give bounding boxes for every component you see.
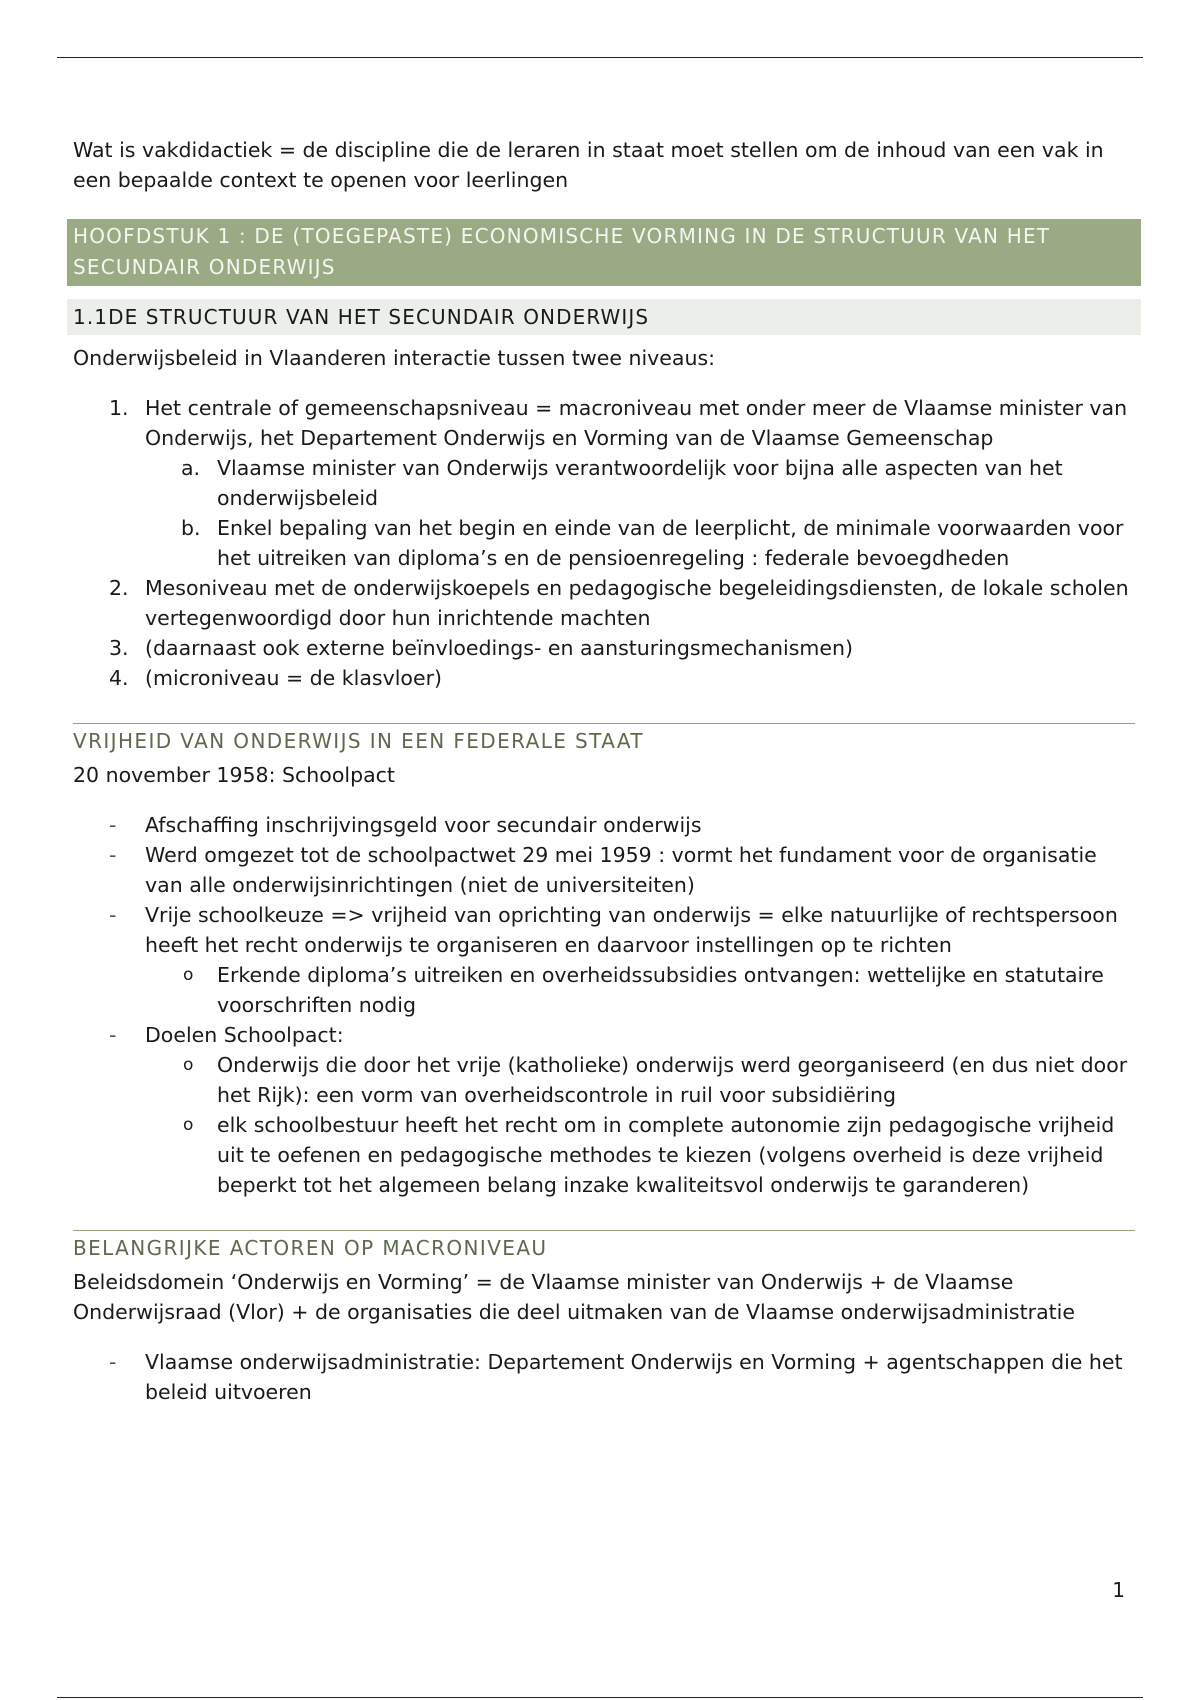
bullet-text: Vlaamse onderwijsadministratie: Departement Onderwijs en Vorming + agentschappen die het beleid uitvoeren [145, 1350, 1123, 1404]
sub-list-item [73, 453, 1135, 513]
sub-list-item [73, 513, 1135, 573]
sub-bullet-item [73, 960, 1135, 1020]
list-item [73, 573, 1135, 633]
actors-bullets [73, 1347, 1135, 1407]
list-marker: 2. [109, 576, 129, 600]
circle-bullet-marker: o [183, 1115, 194, 1135]
list-item-text: (daarnaast ook externe beïnvloedings- en aansturingsmechanismen) [145, 636, 853, 660]
bullet-text: Erkende diploma’s uitreiken en overheidssubsidies ontvangen: wettelijke en statutaire voorschriften nodig [217, 963, 1104, 1017]
bullet-item [73, 1020, 1135, 1050]
bullet-text: elk schoolbestuur heeft het recht om in complete autonomie zijn pedagogische vrijheid uit te oefenen en pedagogische methodes te kiezen (volgens overheid is deze vrijheid beperkt tot het algemeen belang inzake kwaliteitsvol onderwijs te garanderen) [217, 1113, 1115, 1197]
circle-bullet-marker: o [183, 965, 194, 985]
sub-bullet-item [73, 1110, 1135, 1200]
dash-marker: - [109, 843, 117, 867]
bullet-text: Afschaffing inschrijvingsgeld voor secundair onderwijs [145, 813, 702, 837]
bullet-text: Vrije schoolkeuze => vrijheid van oprichting van onderwijs = elke natuurlijke of rechtspersoon heeft het recht onderwijs te organiseren en daarvoor instellingen op te richten [145, 903, 1118, 957]
list-item-text: Het centrale of gemeenschapsniveau = macroniveau met onder meer de Vlaamse minister van Onderwijs, het Departement Onderwijs en Vorming van de Vlaamse Gemeenschap [145, 396, 1128, 450]
bullet-text: Werd omgezet tot de schoolpactwet 29 mei 1959 : vormt het fundament voor de organisatie van alle onderwijsinrichtingen (niet de universiteiten) [145, 843, 1097, 897]
section-heading: 1.1DE STRUCTUUR VAN HET SECUNDAIR ONDERWIJS [67, 299, 1141, 335]
list-item-text: Vlaamse minister van Onderwijs verantwoordelijk voor bijna alle aspecten van het onderwijsbeleid [217, 456, 1063, 510]
dash-marker: - [109, 1023, 117, 1047]
dash-marker: - [109, 813, 117, 837]
freedom-heading: VRIJHEID VAN ONDERWIJS IN EEN FEDERALE STAAT [73, 723, 1135, 756]
list-item-text: Enkel bepaling van het begin en einde van de leerplicht, de minimale voorwaarden voor het uitreiken van diploma’s en de pensioenregeling : federale bevoegdheden [217, 516, 1124, 570]
bullet-item [73, 810, 1135, 840]
section-intro: Onderwijsbeleid in Vlaanderen interactie tussen twee niveaus: [73, 346, 716, 370]
bullet-item [73, 1347, 1135, 1407]
dash-marker: - [109, 903, 117, 927]
bullet-item [73, 900, 1135, 960]
actors-heading: BELANGRIJKE ACTOREN OP MACRONIVEAU [73, 1230, 1135, 1263]
list-item [73, 633, 1135, 663]
page-number: 1 [1112, 1578, 1125, 1602]
freedom-bullets [73, 810, 1135, 1200]
header-rule [57, 57, 1143, 58]
list-item-text: Mesoniveau met de onderwijskoepels en pedagogische begeleidingsdiensten, de lokale scholen vertegenwoordigd door hun inrichtende machten [145, 576, 1129, 630]
circle-bullet-marker: o [183, 1055, 194, 1075]
freedom-date-line: 20 november 1958: Schoolpact [73, 763, 395, 787]
footer-rule [57, 1697, 1143, 1698]
bullet-item [73, 840, 1135, 900]
bullet-text: Onderwijs die door het vrije (katholieke) onderwijs werd georganiseerd (en dus niet door het Rijk): een vorm van overheidscontrole in ruil voor subsidiëring [217, 1053, 1128, 1107]
intro-paragraph: Wat is vakdidactiek = de discipline die de leraren in staat moet stellen om de inhoud van een vak in een bepaalde context te openen voor leerlingen [73, 138, 1104, 192]
list-marker: 4. [109, 666, 129, 690]
list-item [73, 393, 1135, 453]
dash-marker: - [109, 1350, 117, 1374]
list-item-text: (microniveau = de klasvloer) [145, 666, 443, 690]
list-marker: b. [181, 516, 201, 540]
list-marker: 1. [109, 396, 129, 420]
actors-intro: Beleidsdomein ‘Onderwijs en Vorming’ = de Vlaamse minister van Onderwijs + de Vlaamse Onderwijsraad (Vlor) + de organisaties die deel uitmaken van de Vlaamse onderwijsadministratie [73, 1270, 1075, 1324]
list-item [73, 663, 1135, 693]
page-content [73, 135, 1135, 1407]
sub-bullet-item [73, 1050, 1135, 1110]
list-marker: a. [181, 456, 201, 480]
bullet-text: Doelen Schoolpact: [145, 1023, 344, 1047]
list-marker: 3. [109, 636, 129, 660]
chapter-heading: HOOFDSTUK 1 : DE (TOEGEPASTE) ECONOMISCHE VORMING IN DE STRUCTUUR VAN HET SECUNDAIR ONDERWIJS [67, 219, 1141, 286]
levels-list [73, 393, 1135, 693]
